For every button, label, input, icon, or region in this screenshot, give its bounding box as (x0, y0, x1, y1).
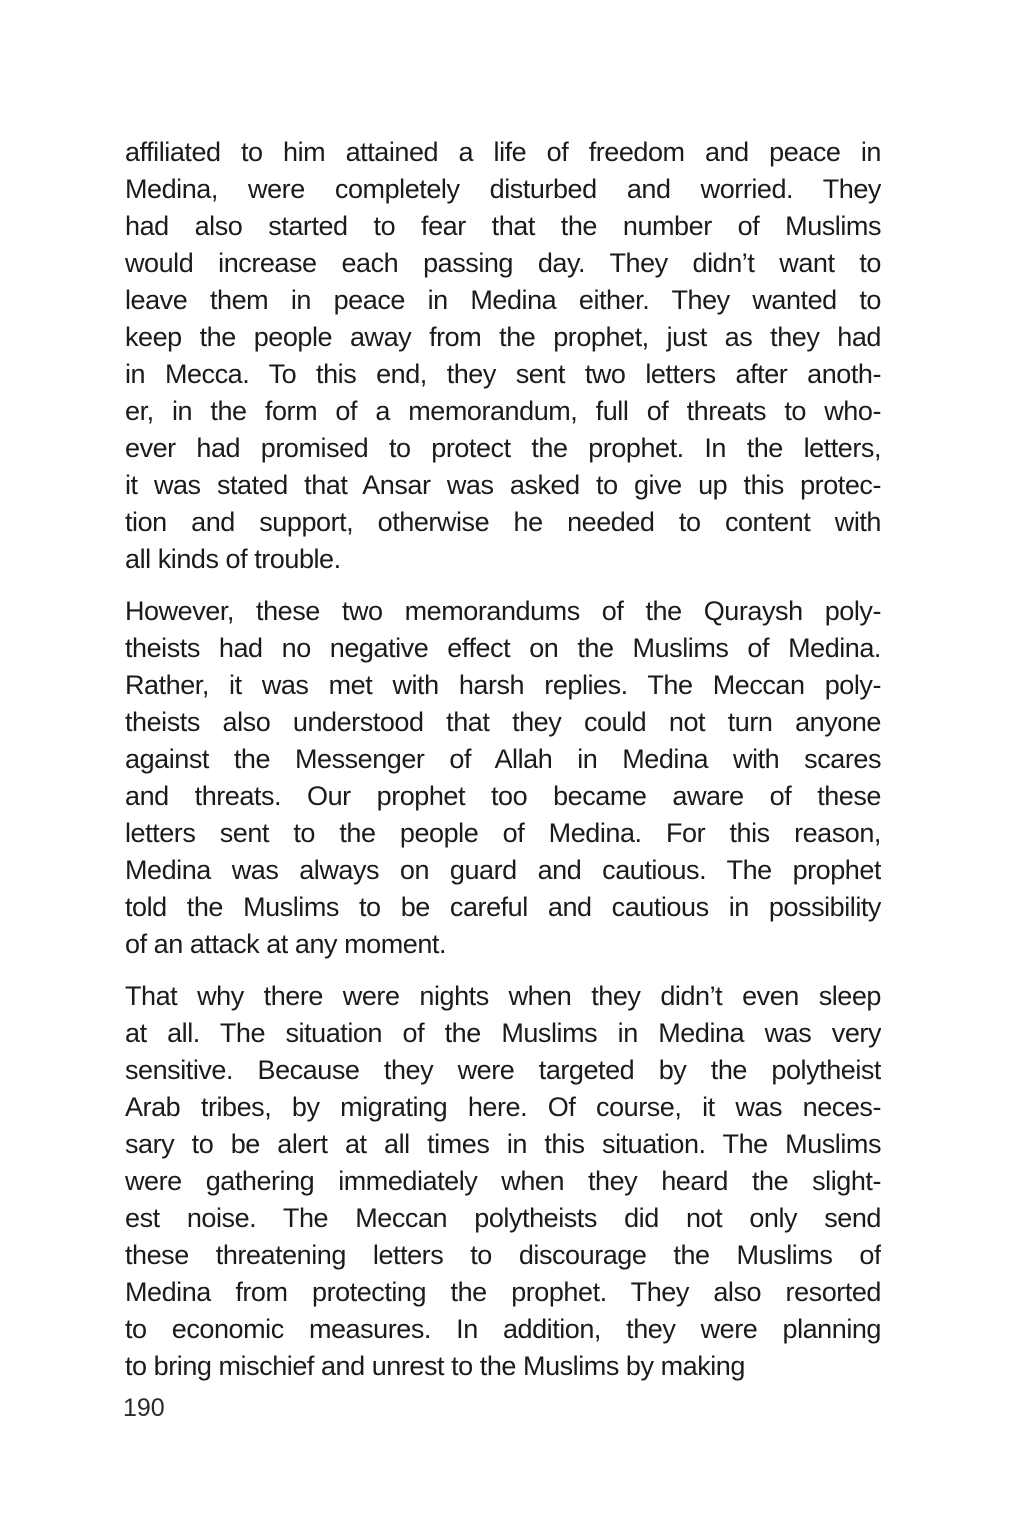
text-line: were gathering immediately when they heard the slight- (125, 1166, 881, 1196)
paragraph (125, 978, 881, 1385)
text-line: theists also understood that they could not turn anyone (125, 707, 881, 737)
text-line: sary to be alert at all times in this situation. The Muslims (125, 1129, 881, 1159)
text-line: of an attack at any moment. (125, 929, 447, 959)
text-line: in Mecca. To this end, they sent two letters after anoth- (125, 359, 881, 389)
text-line: to bring mischief and unrest to the Muslims by making (125, 1351, 745, 1381)
text-line: That why there were nights when they didn’t even sleep (125, 981, 881, 1011)
page-number: 190 (123, 1394, 165, 1422)
text-line: Medina from protecting the prophet. They also resorted (125, 1277, 881, 1307)
text-line: all kinds of trouble. (125, 544, 341, 574)
text-line: told the Muslims to be careful and cautious in possibility (125, 892, 881, 922)
text-line: ever had promised to protect the prophet. In the letters, (125, 433, 881, 463)
text-line: est noise. The Meccan polytheists did not only send (125, 1203, 881, 1233)
text-line: to economic measures. In addition, they were planning (125, 1314, 881, 1344)
text-line: er, in the form of a memorandum, full of threats to who- (125, 396, 881, 426)
text-line: sensitive. Because they were targeted by the polytheist (125, 1055, 881, 1085)
text-line: would increase each passing day. They didn’t want to (125, 248, 881, 278)
text-line: had also started to fear that the number of Muslims (125, 211, 881, 241)
text-line: against the Messenger of Allah in Medina with scares (125, 744, 881, 774)
text-line: Medina, were completely disturbed and worried. They (125, 174, 881, 204)
paragraph (125, 593, 881, 963)
text-line: and threats. Our prophet too became aware of these (125, 781, 881, 811)
text-line: it was stated that Ansar was asked to give up this protec- (125, 470, 881, 500)
text-column (125, 134, 881, 1385)
text-line: at all. The situation of the Muslims in Medina was very (125, 1018, 881, 1048)
text-line: affiliated to him attained a life of freedom and peace in (125, 137, 881, 167)
text-line: tion and support, otherwise he needed to content with (125, 507, 881, 537)
text-line: theists had no negative effect on the Muslims of Medina. (125, 633, 881, 663)
text-line: keep the people away from the prophet, just as they had (125, 322, 881, 352)
text-line: Rather, it was met with harsh replies. The Meccan poly- (125, 670, 881, 700)
text-line: letters sent to the people of Medina. For this reason, (125, 818, 881, 848)
paragraph (125, 134, 881, 578)
text-line: However, these two memorandums of the Quraysh poly- (125, 596, 881, 626)
text-line: Medina was always on guard and cautious. The prophet (125, 855, 881, 885)
text-line: leave them in peace in Medina either. They wanted to (125, 285, 881, 315)
text-line: these threatening letters to discourage the Muslims of (125, 1240, 881, 1270)
text-line: Arab tribes, by migrating here. Of course, it was neces- (125, 1092, 881, 1122)
